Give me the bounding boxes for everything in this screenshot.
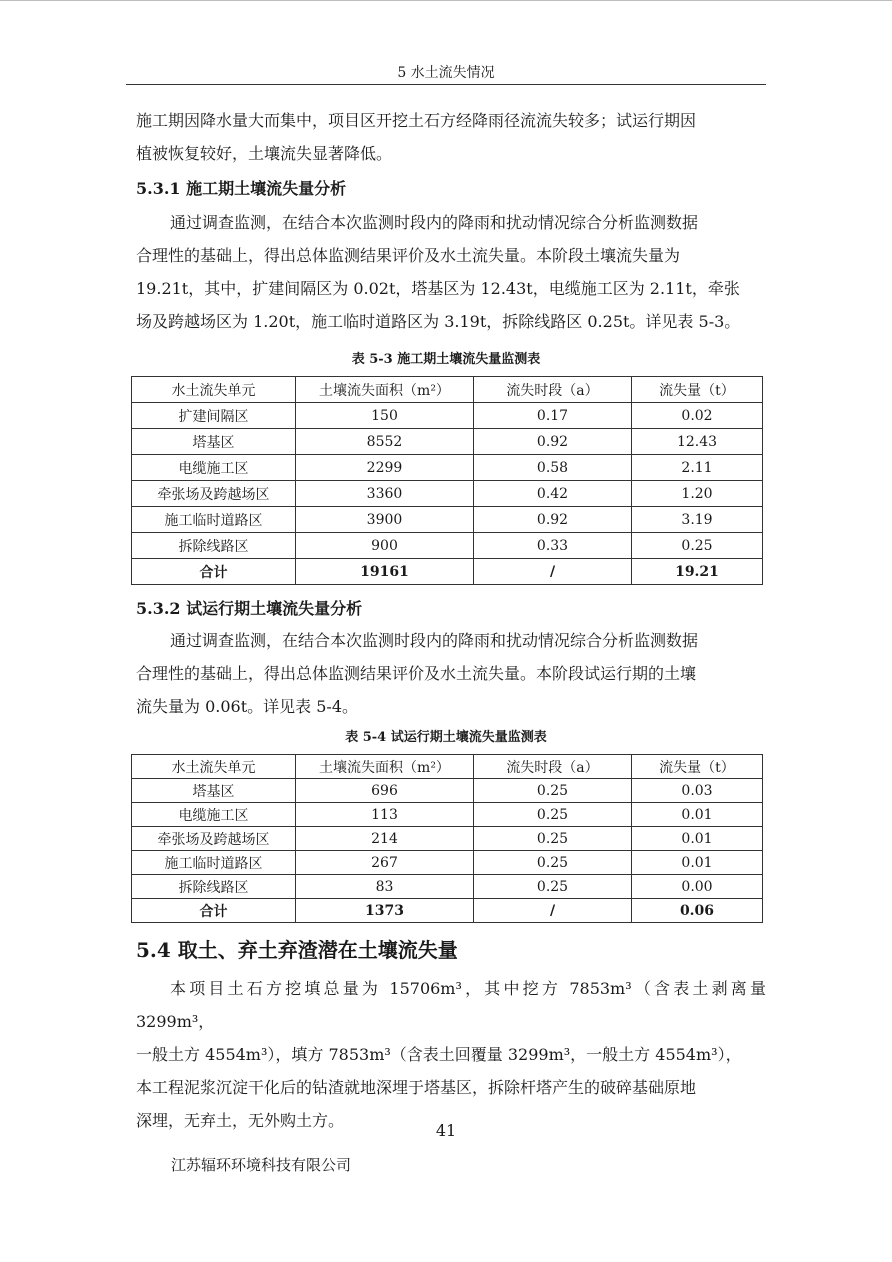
section-532-paragraph bbox=[136, 624, 766, 723]
unit-cell: 电缆施工区 bbox=[132, 455, 296, 481]
table-header-row bbox=[132, 755, 763, 779]
table-row bbox=[132, 851, 763, 875]
loss-cell: 0.25 bbox=[632, 533, 763, 559]
text-line: 通过调查监测，在结合本次监测时段内的降雨和扰动情况综合分析监测数据 bbox=[170, 213, 699, 232]
table-row bbox=[132, 455, 763, 481]
area-cell: 150 bbox=[296, 403, 474, 429]
table-row bbox=[132, 403, 763, 429]
unit-cell: 塔基区 bbox=[132, 429, 296, 455]
text-line: 流失量为 0.06t。详见表 5-4。 bbox=[136, 697, 358, 716]
area-cell: 3360 bbox=[296, 481, 474, 507]
table-total-row bbox=[132, 559, 763, 585]
table-row bbox=[132, 533, 763, 559]
period-cell: 0.42 bbox=[474, 481, 632, 507]
table-header-row bbox=[132, 377, 763, 403]
loss-cell: 0.01 bbox=[632, 803, 763, 827]
running-header-title: 5 水土流失情况 bbox=[397, 65, 495, 81]
section-54-heading: 5.4 取土、弃土弃渣潜在土壤流失量 bbox=[136, 938, 458, 962]
area-cell: 8552 bbox=[296, 429, 474, 455]
area-cell: 83 bbox=[296, 875, 474, 899]
period-cell: 0.25 bbox=[474, 803, 632, 827]
period-cell: 0.25 bbox=[474, 875, 632, 899]
area-cell: 214 bbox=[296, 827, 474, 851]
period-cell: 0.33 bbox=[474, 533, 632, 559]
table-53-caption: 表 5-3 施工期土壤流失量监测表 bbox=[351, 352, 541, 367]
header-cell: 流失时段（a） bbox=[474, 755, 632, 779]
total-loss-cell: 19.21 bbox=[632, 559, 763, 585]
section-54-paragraph bbox=[136, 972, 766, 1137]
header-cell: 水土流失单元 bbox=[132, 377, 296, 403]
period-cell: 0.25 bbox=[474, 827, 632, 851]
unit-cell: 拆除线路区 bbox=[132, 875, 296, 899]
text-line: 场及跨越场区为 1.20t，施工临时道路区为 3.19t，拆除线路区 0.25t。详见表 5-3。 bbox=[136, 312, 741, 331]
loss-cell: 2.11 bbox=[632, 455, 763, 481]
table-total-row bbox=[132, 899, 763, 923]
header-cell: 流失量（t） bbox=[632, 377, 763, 403]
total-period-cell: / bbox=[474, 559, 632, 585]
loss-cell: 3.19 bbox=[632, 507, 763, 533]
total-area-cell: 19161 bbox=[296, 559, 474, 585]
text-line: 深埋，无弃土，无外购土方。 bbox=[136, 1111, 345, 1130]
loss-cell: 12.43 bbox=[632, 429, 763, 455]
total-label-cell: 合计 bbox=[132, 899, 296, 923]
period-cell: 0.92 bbox=[474, 429, 632, 455]
total-loss-cell: 0.06 bbox=[632, 899, 763, 923]
area-cell: 3900 bbox=[296, 507, 474, 533]
unit-cell: 施工临时道路区 bbox=[132, 851, 296, 875]
unit-cell: 塔基区 bbox=[132, 779, 296, 803]
table-row bbox=[132, 803, 763, 827]
unit-cell: 施工临时道路区 bbox=[132, 507, 296, 533]
loss-cell: 0.00 bbox=[632, 875, 763, 899]
loss-cell: 1.20 bbox=[632, 481, 763, 507]
period-cell: 0.17 bbox=[474, 403, 632, 429]
area-cell: 2299 bbox=[296, 455, 474, 481]
table-row bbox=[132, 779, 763, 803]
area-cell: 113 bbox=[296, 803, 474, 827]
total-period-cell: / bbox=[474, 899, 632, 923]
section-532-heading: 5.3.2 试运行期土壤流失量分析 bbox=[136, 599, 363, 618]
page-number: 41 bbox=[435, 1121, 457, 1140]
header-cell: 土壤流失面积（m²） bbox=[296, 755, 474, 779]
table-54 bbox=[131, 754, 763, 923]
text-line: 合理性的基础上，得出总体监测结果评价及水土流失量。本阶段土壤流失量为 bbox=[136, 246, 681, 265]
area-cell: 696 bbox=[296, 779, 474, 803]
period-cell: 0.92 bbox=[474, 507, 632, 533]
text-line: 施工期因降水量大而集中，项目区开挖土石方经降雨径流流失较多；试运行期因 bbox=[136, 111, 697, 130]
text-line: 19.21t，其中，扩建间隔区为 0.02t，塔基区为 12.43t，电缆施工区为 2.11t，牵张 bbox=[136, 279, 740, 298]
section-531-paragraph bbox=[136, 206, 766, 338]
text-line: 植被恢复较好，土壤流失显著降低。 bbox=[136, 144, 393, 163]
text-line: 本工程泥浆沉淀干化后的钻渣就地深埋于塔基区，拆除杆塔产生的破碎基础原地 bbox=[136, 1078, 697, 1097]
text-line: 通过调查监测，在结合本次监测时段内的降雨和扰动情况综合分析监测数据 bbox=[170, 631, 699, 650]
period-cell: 0.58 bbox=[474, 455, 632, 481]
text-line: 合理性的基础上，得出总体监测结果评价及水土流失量。本阶段试运行期的土壤 bbox=[136, 664, 697, 683]
loss-cell: 0.03 bbox=[632, 779, 763, 803]
table-row bbox=[132, 507, 763, 533]
loss-cell: 0.01 bbox=[632, 851, 763, 875]
unit-cell: 牵张场及跨越场区 bbox=[132, 827, 296, 851]
area-cell: 267 bbox=[296, 851, 474, 875]
area-cell: 900 bbox=[296, 533, 474, 559]
table-row bbox=[132, 481, 763, 507]
section-531-heading: 5.3.1 施工期土壤流失量分析 bbox=[136, 179, 347, 198]
table-row bbox=[132, 827, 763, 851]
page-top-border bbox=[0, 0, 892, 1]
unit-cell: 扩建间隔区 bbox=[132, 403, 296, 429]
header-rule bbox=[126, 84, 766, 85]
unit-cell: 拆除线路区 bbox=[132, 533, 296, 559]
header-cell: 水土流失单元 bbox=[132, 755, 296, 779]
header-cell: 流失量（t） bbox=[632, 755, 763, 779]
unit-cell: 电缆施工区 bbox=[132, 803, 296, 827]
period-cell: 0.25 bbox=[474, 779, 632, 803]
intro-paragraph bbox=[136, 104, 766, 170]
loss-cell: 0.02 bbox=[632, 403, 763, 429]
total-label-cell: 合计 bbox=[132, 559, 296, 585]
footer-company: 江苏辐环环境科技有限公司 bbox=[171, 1156, 352, 1174]
text-line: 一般土方 4554m³），填方 7853m³（含表土回覆量 3299m³，一般土方 4554m³）， bbox=[136, 1045, 742, 1064]
text-line: 本项目土石方挖填总量为 15706m³，其中挖方 7853m³（含表土剥离量 3299m³， bbox=[136, 979, 766, 1031]
table-53 bbox=[131, 376, 763, 585]
total-area-cell: 1373 bbox=[296, 899, 474, 923]
loss-cell: 0.01 bbox=[632, 827, 763, 851]
table-row bbox=[132, 875, 763, 899]
table-54-caption: 表 5-4 试运行期土壤流失量监测表 bbox=[345, 730, 547, 745]
unit-cell: 牵张场及跨越场区 bbox=[132, 481, 296, 507]
header-cell: 土壤流失面积（m²） bbox=[296, 377, 474, 403]
table-row bbox=[132, 429, 763, 455]
header-cell: 流失时段（a） bbox=[474, 377, 632, 403]
period-cell: 0.25 bbox=[474, 851, 632, 875]
